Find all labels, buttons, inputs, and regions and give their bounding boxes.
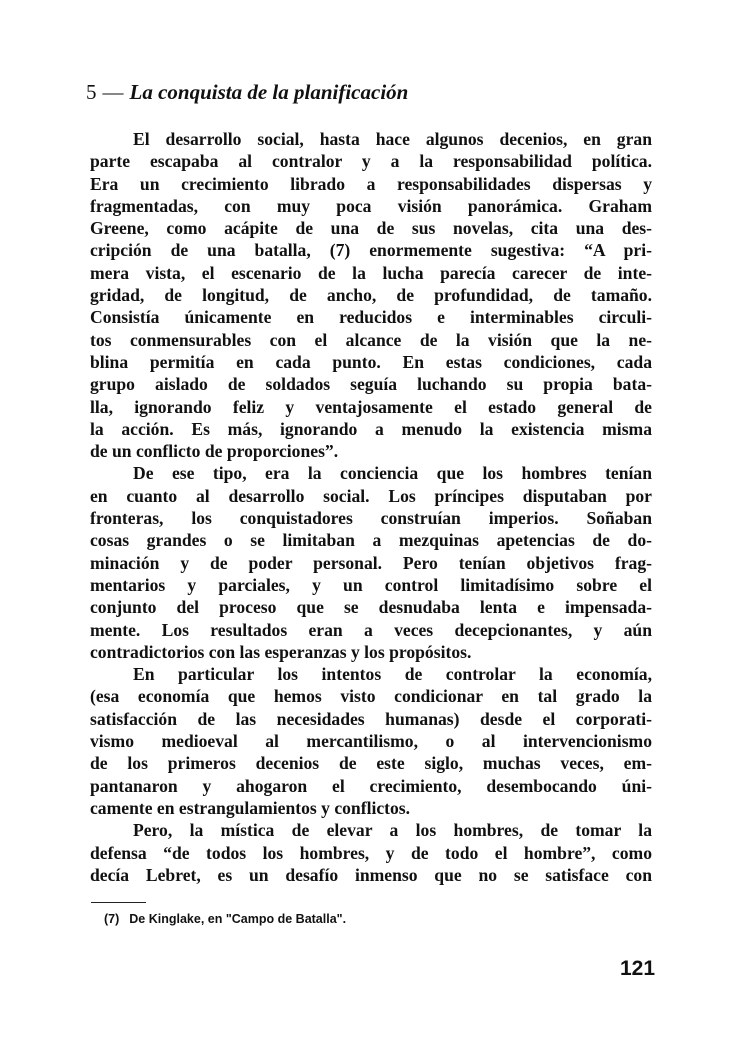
text-line: Era un crecimiento librado a responsabilidades dispersas y (90, 173, 652, 194)
text-line: contradictorios con las esperanzas y los propósitos. (90, 641, 472, 662)
text-line: camente en estrangulamientos y conflictos. (90, 797, 411, 818)
text-line: defensa “de todos los hombres, y de todo el hombre”, como (90, 842, 652, 863)
text-line: vismo medioeval al mercantilismo, o al intervencionismo (90, 731, 652, 752)
page-number: 121 (620, 957, 656, 980)
text-line: mera vista, el escenario de la lucha parecía carecer de inte- (90, 262, 652, 283)
text-line: mentarios y parciales, y un control limitadísimo sobre el (90, 574, 652, 595)
text-line: gridad, de longitud, de ancho, de profundidad, de tamaño. (90, 285, 652, 306)
footnote-marker: (7) (104, 912, 120, 926)
text-line: satisfacción de las necesidades humanas) desde el corporati- (90, 708, 652, 729)
text-line: decía Lebret, es un desafío inmenso que no se satisface con (90, 864, 652, 885)
text-line: Greene, como acápite de una de sus novelas, cita una des- (90, 218, 652, 239)
text-line: cosas grandes o se limitaban a mezquinas apetencias de do- (90, 530, 652, 551)
text-line: fragmentadas, con muy poca visión panorámica. Graham (90, 195, 652, 216)
text-line: pantanaron y ahogaron el crecimiento, desembocando úni- (90, 775, 652, 796)
text-line: mente. Los resultados eran a veces decepcionantes, y aún (90, 619, 652, 640)
text-line: de los primeros decenios de este siglo, muchas veces, em- (90, 753, 652, 774)
text-line: cripción de una batalla, (7) enormemente sugestiva: “A pri- (90, 240, 652, 261)
text-line: fronteras, los conquistadores construían imperios. Soñaban (90, 508, 652, 529)
footnote-divider (91, 902, 146, 903)
text-line: minación y de poder personal. Pero tenían objetivos frag- (90, 552, 652, 573)
footnote (104, 912, 346, 926)
text-line: (esa economía que hemos visto condicionar en tal grado la (90, 686, 652, 707)
text-line: De ese tipo, era la conciencia que los hombres tenían (133, 463, 652, 484)
header-separator: — (102, 80, 124, 104)
text-line: En particular los intentos de controlar la economía, (133, 664, 652, 685)
text-line: la acción. Es más, ignorando a menudo la existencia misma (90, 418, 652, 439)
text-line: en cuanto al desarrollo social. Los príncipes disputaban por (90, 485, 652, 506)
body-text (90, 128, 652, 886)
footnote-text: De Kinglake, en "Campo de Batalla". (129, 912, 347, 926)
text-line: Consistía únicamente en reducidos e interminables circuli- (90, 307, 652, 328)
text-line: Pero, la mística de elevar a los hombres, de tomar la (133, 820, 652, 841)
text-line: El desarrollo social, hasta hace algunos decenios, en gran (133, 129, 652, 149)
text-line: parte escapaba al contralor y a la responsabilidad política. (90, 151, 652, 172)
text-line: blina permitía en cada punto. En estas condiciones, cada (90, 351, 652, 372)
chapter-title: La conquista de la planificación (129, 80, 409, 104)
text-line: conjunto del proceso que se desnudaba lenta e impensada- (90, 597, 652, 618)
text-line: de un conflicto de proporciones”. (90, 441, 339, 462)
chapter-number: 5 (86, 80, 97, 104)
text-line: lla, ignorando feliz y ventajosamente el estado general de (90, 396, 652, 417)
running-head (86, 80, 408, 105)
text-line: tos conmensurables con el alcance de la visión que la ne- (90, 329, 652, 350)
text-line: grupo aislado de soldados seguía luchando su propia bata- (90, 374, 652, 395)
